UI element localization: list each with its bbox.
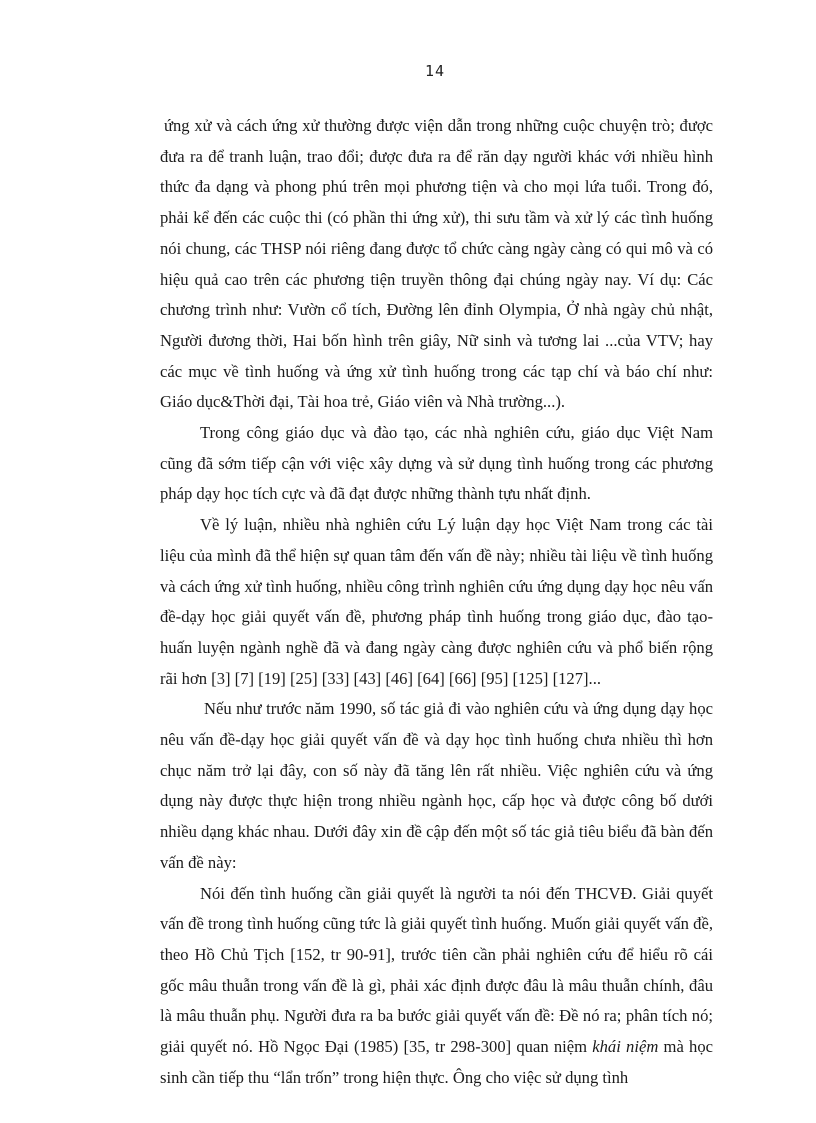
paragraph-5-text-end: mà học sinh cần tiếp thu “lẩn trốn” trong hiện thực. Ông cho việc sử dụng tình — [160, 1037, 714, 1087]
paragraph-2: Trong công giáo dục và đào tạo, các nhà nghiên cứu, giáo dục Việt Nam cũng đã sớm tiếp cận với việc xây dựng và sử dụng tình huống trong các phương pháp dạy học tích cực và đã đạt được những thành tựu nhất định. — [160, 423, 713, 504]
paragraph-5-italic-term: khái niệm — [592, 1037, 659, 1057]
paragraph-5 — [160, 879, 713, 1094]
paragraph-1: ứng xử và cách ứng xử thường được viện dẫn trong những cuộc chuyện trò; được đưa ra để tranh luận, trao đổi; được đưa ra để răn dạy người khác với nhiều hình thức đa dạng và phong phú trên mọi phương tiện và cho mọi lứa tuổi. Trong đó, phải kể đến các cuộc thi (có phần thi ứng xử), thi sưu tầm và xử lý các tình huống nói chung, các THSP nói riêng đang được tổ chức càng ngày càng có qui mô và có hiệu quả cao trên các phương tiện truyền thông đại chúng ngày nay. Ví dụ: Các chương trình như: Vườn cổ tích, Đường lên đỉnh Olympia, Ở nhà ngày chủ nhật, Người đương thời, Hai bốn hình trên giây, Nữ sinh và tương lai ...của VTV; hay các mục về tình huống và ứng xử tình huống trong các tạp chí và báo chí như: Giáo dục&Thời đại, Tài hoa trẻ, Giáo viên và Nhà trường...). — [160, 116, 713, 412]
paragraph-3: Về lý luận, nhiều nhà nghiên cứu Lý luận dạy học Việt Nam trong các tài liệu của mình đã thể hiện sự quan tâm đến vấn đề này; nhiều tài liệu về tình huống và cách ứng xử tình huống, nhiều công trình nghiên cứu ứng dụng dạy học nêu vấn đề-dạy học giải quyết vấn đề, phương pháp tình huống trong giáo dục, đào tạo-huấn luyện ngành nghề đã và đang ngày càng được nghiên cứu và phổ biến rộng rãi hơn [3] [7] [19] [25] [33] [43] [46] [64] [66] [95] [125] [127]... — [160, 515, 713, 688]
paragraph-4: Nếu như trước năm 1990, số tác giả đi vào nghiên cứu và ứng dụng dạy học nêu vấn đề-dạy học giải quyết vấn đề và dạy học tình huống chưa nhiều thì hơn chục năm trở lại đây, con số này đã tăng lên rất nhiều. Việc nghiên cứu và ứng dụng này được thực hiện trong nhiều ngành học, cấp học và được công bố dưới nhiều dạng khác nhau. Dưới đây xin đề cập đến một số tác giả tiêu biểu đã bàn đến vấn đề này: — [160, 699, 713, 872]
paragraph-5-text-start: Nói đến tình huống cần giải quyết là người ta nói đến THCVĐ. Giải quyết vấn đề trong tình huống cũng tức là giải quyết tình huống. Muốn giải quyết vấn đề, theo Hồ Chủ Tịch [152, tr 90-91], trước tiên cần phải nghiên cứu để hiểu rõ cái gốc mâu thuẫn trong vấn đề là gì, phải xác định được đâu là mâu thuẫn chính, đâu là mâu thuẫn phụ. Người đưa ra ba bước giải quyết vấn đề: Đề nó ra; phân tích nó; giải quyết nó. Hồ Ngọc Đại (1985) [35, tr 298-300] quan niệm — [160, 883, 713, 1057]
body-text — [160, 111, 713, 1094]
page-number: 14 — [424, 62, 446, 80]
